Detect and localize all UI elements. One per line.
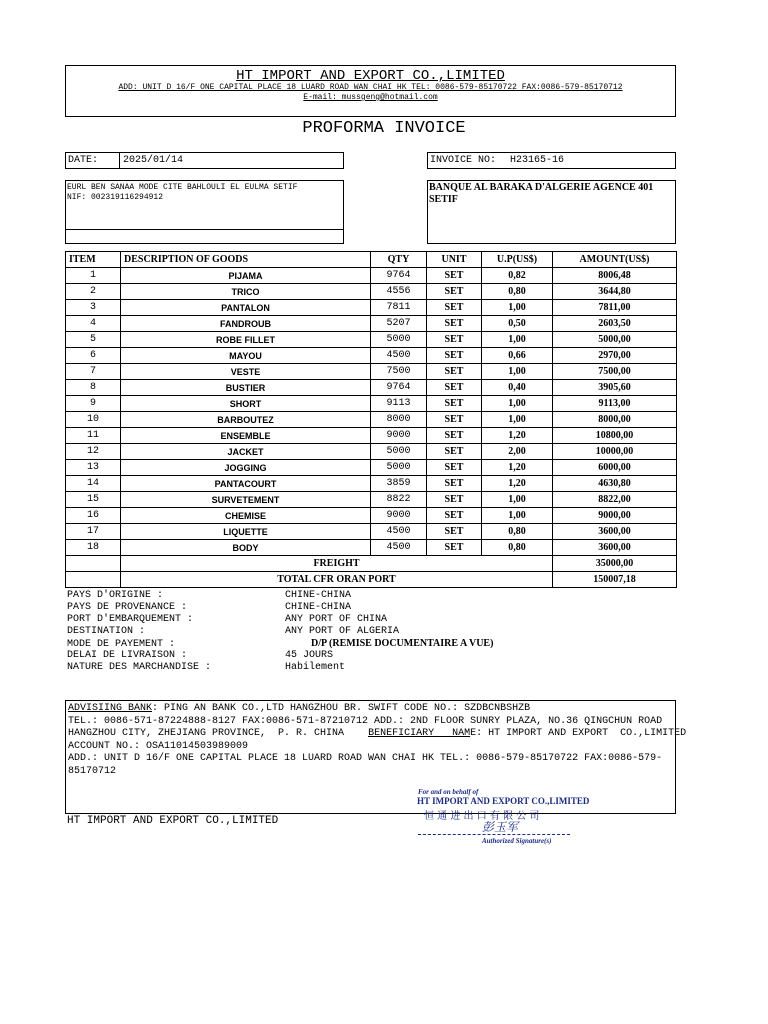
item-number: 9	[66, 396, 121, 412]
item-unit: SET	[427, 268, 482, 284]
item-description: PIJAMA	[121, 268, 371, 284]
item-unit: SET	[427, 364, 482, 380]
item-number: 12	[66, 444, 121, 460]
table-header-row	[66, 252, 677, 268]
item-unit: SET	[427, 428, 482, 444]
item-amount: 6000,00	[553, 460, 677, 476]
item-number: 3	[66, 300, 121, 316]
total-value: 150007,18	[553, 572, 677, 588]
header-amount: AMOUNT(US$)	[553, 252, 677, 268]
stamp-company: HT IMPORT AND EXPORT CO.,LIMITED	[417, 796, 590, 806]
item-qty: 9113	[371, 396, 427, 412]
term-value: CHINE-CHINA	[285, 590, 352, 601]
item-unit-price: 1,20	[482, 476, 553, 492]
item-description: JACKET	[121, 444, 371, 460]
item-description: MAYOU	[121, 348, 371, 364]
item-unit: SET	[427, 380, 482, 396]
item-amount: 7500,00	[553, 364, 677, 380]
table-row	[66, 508, 677, 524]
header-description: DESCRIPTION OF GOODS	[121, 252, 371, 268]
item-description: CHEMISE	[121, 508, 371, 524]
table-row	[66, 428, 677, 444]
document-title: PROFORMA INVOICE	[302, 119, 466, 138]
item-unit: SET	[427, 300, 482, 316]
company-email: E-mail: mussgeng@hotmail.com	[303, 93, 438, 102]
table-row	[66, 396, 677, 412]
item-number: 5	[66, 332, 121, 348]
item-amount: 3905,60	[553, 380, 677, 396]
item-qty: 8822	[371, 492, 427, 508]
term-label: PORT D'EMBARQUEMENT :	[67, 614, 194, 625]
item-description: PANTACOURT	[121, 476, 371, 492]
term-row	[67, 638, 493, 650]
term-value: ANY PORT OF ALGERIA	[285, 626, 400, 637]
term-label: DESTINATION :	[67, 626, 146, 637]
term-row	[67, 626, 493, 638]
bank-contact-line: TEL.: 0086-571-87224888-8127 FAX:0086-571-87210712 ADD.: 2ND FLOOR SUNRY PLAZA, NO.36 QINGCHUN ROAD	[68, 715, 663, 727]
stamp-authorized: Authorized Signature(s)	[482, 837, 552, 845]
table-row	[66, 300, 677, 316]
item-description: LIQUETTE	[121, 524, 371, 540]
item-qty: 7811	[371, 300, 427, 316]
item-description: VESTE	[121, 364, 371, 380]
bank-reference-box	[427, 180, 676, 244]
freight-blank	[66, 556, 121, 572]
term-row	[67, 650, 493, 662]
item-description: ROBE FILLET	[121, 332, 371, 348]
term-label: MODE DE PAYEMENT :	[67, 639, 176, 650]
item-unit: SET	[427, 476, 482, 492]
item-unit: SET	[427, 540, 482, 556]
beneficiary-address: ADD.: UNIT D 16/F ONE CAPITAL PLACE 18 LUARD ROAD WAN CHAI HK TEL.: 0086-579-85170722 FAX:0086-579-	[68, 753, 663, 764]
total-row	[66, 572, 677, 588]
item-number: 10	[66, 412, 121, 428]
table-row	[66, 364, 677, 380]
term-row	[67, 614, 493, 626]
item-unit: SET	[427, 444, 482, 460]
company-address: ADD: UNIT D 16/F ONE CAPITAL PLACE 18 LUARD ROAD WAN CHAI HK TEL: 0086-579-85170722 FAX:0086-579-85170712	[118, 83, 623, 92]
item-amount: 10000,00	[553, 444, 677, 460]
item-number: 18	[66, 540, 121, 556]
item-unit: SET	[427, 412, 482, 428]
table-row	[66, 524, 677, 540]
freight-label: FREIGHT	[121, 556, 553, 572]
shipping-terms	[67, 590, 493, 674]
item-number: 15	[66, 492, 121, 508]
item-number: 1	[66, 268, 121, 284]
item-unit: SET	[427, 396, 482, 412]
item-description: JOGGING	[121, 460, 371, 476]
item-unit: SET	[427, 524, 482, 540]
item-unit: SET	[427, 508, 482, 524]
date-label-cell	[65, 152, 120, 169]
item-qty: 9000	[371, 428, 427, 444]
beneficiary-label: BENEFICIARY NAM	[368, 728, 471, 739]
item-number: 11	[66, 428, 121, 444]
invoice-number: H23165-16	[510, 155, 565, 166]
stamp-signature-line	[418, 834, 570, 835]
invoice-number-cell	[427, 152, 676, 169]
item-description: ENSEMBLE	[121, 428, 371, 444]
item-amount: 5000,00	[553, 332, 677, 348]
date-value: 2025/01/14	[123, 155, 184, 166]
item-unit-price: 1,00	[482, 412, 553, 428]
item-unit-price: 1,00	[482, 300, 553, 316]
total-blank	[66, 572, 121, 588]
item-unit: SET	[427, 348, 482, 364]
item-description: PANTALON	[121, 300, 371, 316]
item-unit-price: 0,80	[482, 524, 553, 540]
item-qty: 5000	[371, 332, 427, 348]
term-label: NATURE DES MARCHANDISE :	[67, 662, 212, 673]
advising-bank-line	[68, 703, 673, 716]
item-unit-price: 1,00	[482, 492, 553, 508]
advising-bank-value: : PING AN BANK CO.,LTD HANGZHOU BR. SWIFT CODE NO.: SZDBCNBSHZB	[152, 703, 531, 714]
buyer-divider	[66, 229, 343, 230]
date-value-cell	[119, 152, 344, 169]
item-qty: 9764	[371, 380, 427, 396]
item-amount: 2603,50	[553, 316, 677, 332]
item-qty: 8000	[371, 412, 427, 428]
item-unit: SET	[427, 316, 482, 332]
item-qty: 9764	[371, 268, 427, 284]
footer-company-name: HT IMPORT AND EXPORT CO.,LIMITED	[67, 815, 279, 827]
item-number: 8	[66, 380, 121, 396]
table-row	[66, 460, 677, 476]
header-qty: QTY	[371, 252, 427, 268]
term-label: PAYS D'ORIGINE :	[67, 590, 164, 601]
stamp-chinese-name: 恒 通 进 出 口 有 限 公 司	[424, 811, 540, 822]
item-unit-price: 1,20	[482, 428, 553, 444]
buyer-nif: NIF: 002319116294912	[67, 193, 164, 202]
item-amount: 3600,00	[553, 540, 677, 556]
table-row	[66, 444, 677, 460]
item-unit-price: 0,66	[482, 348, 553, 364]
item-amount: 9113,00	[553, 396, 677, 412]
item-qty: 5000	[371, 444, 427, 460]
table-row	[66, 412, 677, 428]
item-qty: 9000	[371, 508, 427, 524]
item-number: 16	[66, 508, 121, 524]
buyer-name: EURL BEN SANAA MODE CITE BAHLOULI EL EULMA SETIF	[67, 183, 298, 192]
beneficiary-fax: 85170712	[68, 765, 117, 777]
item-amount: 10800,00	[553, 428, 677, 444]
date-label: DATE:	[68, 155, 99, 166]
stamp-behalf: For and on behalf of	[418, 788, 479, 796]
advising-bank-label: ADVISIING BANK	[68, 703, 153, 714]
item-description: SURVETEMENT	[121, 492, 371, 508]
item-unit: SET	[427, 332, 482, 348]
header-unit-price: U.P(US$)	[482, 252, 553, 268]
freight-value: 35000,00	[553, 556, 677, 572]
term-row	[67, 602, 493, 614]
beneficiary-line	[68, 728, 687, 741]
term-value: CHINE-CHINA	[285, 602, 352, 613]
item-unit-price: 1,00	[482, 332, 553, 348]
item-amount: 8006,48	[553, 268, 677, 284]
term-row	[67, 662, 493, 674]
item-description: SHORT	[121, 396, 371, 412]
term-value: 45 JOURS	[285, 650, 334, 661]
item-unit-price: 1,00	[482, 508, 553, 524]
company-name: HT IMPORT AND EXPORT CO.,LIMITED	[236, 68, 505, 84]
item-qty: 4556	[371, 284, 427, 300]
item-unit-price: 1,00	[482, 364, 553, 380]
term-row	[67, 590, 493, 602]
item-description: FANDROUB	[121, 316, 371, 332]
total-label: TOTAL CFR ORAN PORT	[121, 572, 553, 588]
freight-row	[66, 556, 677, 572]
term-label: PAYS DE PROVENANCE :	[67, 602, 188, 613]
table-row	[66, 284, 677, 300]
table-row	[66, 268, 677, 284]
beneficiary-name: E: HT IMPORT AND EXPORT CO.,LIMITED	[470, 728, 687, 739]
item-unit-price: 0,82	[482, 268, 553, 284]
company-stamp	[414, 787, 590, 847]
item-unit: SET	[427, 284, 482, 300]
table-row	[66, 540, 677, 556]
table-row	[66, 348, 677, 364]
item-description: BUSTIER	[121, 380, 371, 396]
table-row	[66, 380, 677, 396]
item-number: 2	[66, 284, 121, 300]
item-unit: SET	[427, 460, 482, 476]
term-value: D/P (REMISE DOCUMENTAIRE A VUE)	[311, 638, 494, 649]
account-number: ACCOUNT NO.: OSA11014503989009	[68, 740, 249, 752]
item-amount: 9000,00	[553, 508, 677, 524]
item-qty: 5207	[371, 316, 427, 332]
item-amount: 3644,80	[553, 284, 677, 300]
item-amount: 7811,00	[553, 300, 677, 316]
item-description: BODY	[121, 540, 371, 556]
item-description: BARBOUTEZ	[121, 412, 371, 428]
item-qty: 7500	[371, 364, 427, 380]
company-header	[65, 65, 676, 117]
table-row	[66, 476, 677, 492]
header-item: ITEM	[66, 252, 121, 268]
term-value: Habilement	[285, 662, 346, 673]
item-number: 4	[66, 316, 121, 332]
item-amount: 4630,80	[553, 476, 677, 492]
item-amount: 2970,00	[553, 348, 677, 364]
item-number: 6	[66, 348, 121, 364]
item-qty: 4500	[371, 540, 427, 556]
invoice-label: INVOICE NO:	[430, 155, 497, 166]
item-unit-price: 0,50	[482, 316, 553, 332]
table-row	[66, 492, 677, 508]
item-unit-price: 1,20	[482, 460, 553, 476]
item-amount: 8822,00	[553, 492, 677, 508]
item-qty: 3859	[371, 476, 427, 492]
header-unit: UNIT	[427, 252, 482, 268]
item-unit: SET	[427, 492, 482, 508]
item-unit-price: 1,00	[482, 396, 553, 412]
item-unit-price: 0,40	[482, 380, 553, 396]
item-description: TRICO	[121, 284, 371, 300]
bank-reference: BANQUE AL BARAKA D'ALGERIE AGENCE 401 SETIF	[429, 182, 654, 205]
item-unit-price: 0,80	[482, 540, 553, 556]
item-number: 13	[66, 460, 121, 476]
item-number: 14	[66, 476, 121, 492]
item-amount: 8000,00	[553, 412, 677, 428]
bank-city: HANGZHOU CITY, ZHEJIANG PROVINCE, P. R. CHINA	[68, 728, 369, 739]
item-qty: 4500	[371, 524, 427, 540]
buyer-box	[65, 180, 344, 244]
items-table	[65, 251, 677, 588]
item-number: 7	[66, 364, 121, 380]
item-number: 17	[66, 524, 121, 540]
stamp-signature: 彭玉军	[482, 820, 519, 834]
term-value: ANY PORT OF CHINA	[285, 614, 388, 625]
item-unit-price: 0,80	[482, 284, 553, 300]
table-row	[66, 316, 677, 332]
term-label: DELAI DE LIVRAISON :	[67, 650, 188, 661]
item-amount: 3600,00	[553, 524, 677, 540]
item-qty: 4500	[371, 348, 427, 364]
item-qty: 5000	[371, 460, 427, 476]
table-row	[66, 332, 677, 348]
item-unit-price: 2,00	[482, 444, 553, 460]
